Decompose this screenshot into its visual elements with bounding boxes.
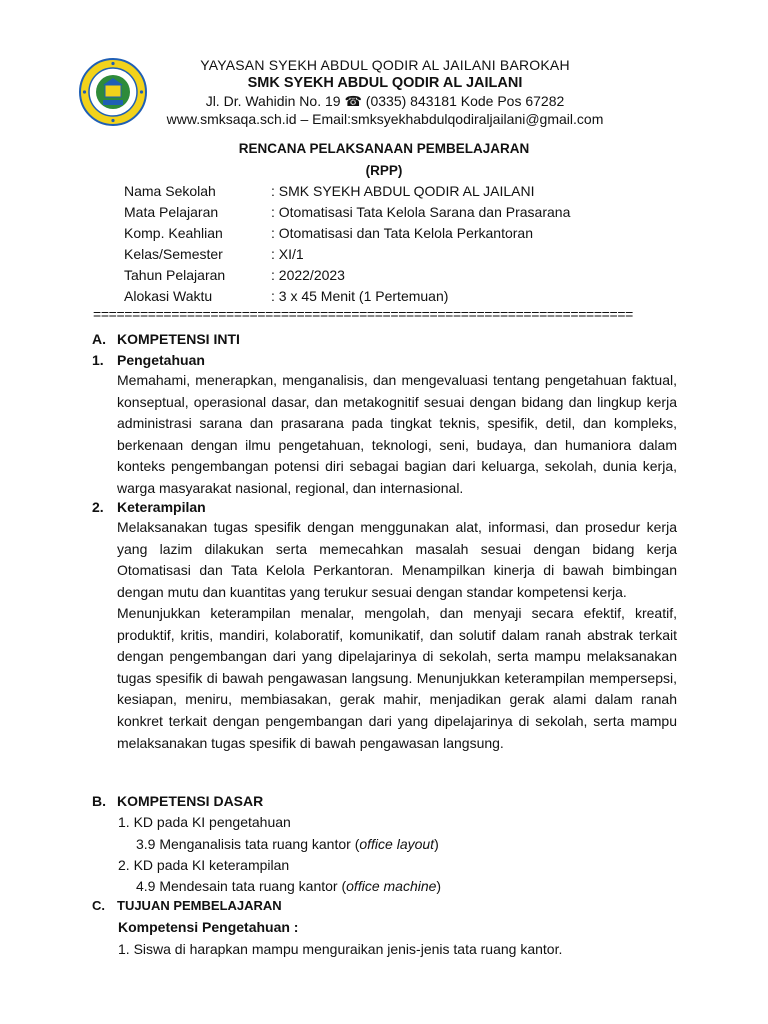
identity-table bbox=[124, 181, 570, 307]
section-c-title: TUJUAN PEMBELAJARAN bbox=[117, 898, 282, 913]
tujuan-item-1: 1. Siswa di harapkan mampu menguraikan jenis-jenis tata ruang kantor. bbox=[118, 941, 563, 957]
identity-label: Alokasi Waktu bbox=[124, 288, 213, 304]
school-logo bbox=[79, 58, 147, 126]
foundation-name: YAYASAN SYEKH ABDUL QODIR AL JAILANI BAROKAH bbox=[200, 57, 570, 73]
letterhead bbox=[150, 56, 620, 128]
section-c-heading bbox=[92, 898, 282, 913]
address-phone: (0335) 843181 Kode Pos 67282 bbox=[365, 93, 565, 109]
kd-item-text: 4.9 Mendesain tata ruang kantor ( bbox=[136, 878, 347, 894]
identity-label: Nama Sekolah bbox=[124, 183, 216, 199]
keterampilan-paragraph-1: Melaksanakan tugas spesifik dengan menggunakan alat, informasi, dan prosedur kerja yang lazim dilakukan serta memecahkan masalah sesuai dengan bidang kerja Otomatisasi dan Tata Kelola Perkantoran. Menampilkan kinerja di bawah bimbingan dengan mutu dan kuantitas yang terukur sesuai dengan standar kompetensi kerja. bbox=[117, 519, 677, 600]
subsection-title: Keterampilan bbox=[117, 499, 206, 515]
address-street: Jl. Dr. Wahidin No. 19 bbox=[205, 93, 341, 109]
identity-label: Kelas/Semester bbox=[124, 246, 223, 262]
kd-item-text: 3.9 Menganalisis tata ruang kantor ( bbox=[136, 836, 360, 852]
identity-value: : Otomatisasi Tata Kelola Sarana dan Prasarana bbox=[271, 204, 571, 220]
subsection-number: 2. bbox=[92, 499, 104, 515]
identity-value: : 2022/2023 bbox=[271, 267, 345, 283]
kd-item-italic: office layout bbox=[359, 836, 435, 852]
section-c-number: C. bbox=[92, 898, 105, 913]
subsection-pengetahuan-heading bbox=[92, 352, 205, 368]
school-name: SMK SYEKH ABDUL QODIR AL JAILANI bbox=[247, 75, 523, 91]
identity-value: : XI/1 bbox=[271, 246, 304, 262]
identity-row bbox=[124, 244, 570, 265]
kd-item-close: ) bbox=[434, 836, 439, 852]
identity-value: : 3 x 45 Menit (1 Pertemuan) bbox=[271, 288, 449, 304]
subsection-number: 1. bbox=[92, 352, 104, 368]
section-a-heading bbox=[92, 331, 240, 347]
identity-row bbox=[124, 181, 570, 202]
separator-line: ===================================================================== bbox=[93, 306, 633, 322]
identity-value: : Otomatisasi dan Tata Kelola Perkantoran bbox=[271, 225, 534, 241]
document-subtitle: (RPP) bbox=[365, 163, 403, 178]
identity-row bbox=[124, 286, 570, 307]
kd-item-4-9 bbox=[136, 878, 441, 894]
identity-value: : SMK SYEKH ABDUL QODIR AL JAILANI bbox=[271, 183, 535, 199]
keterampilan-paragraph-2: Menunjukkan keterampilan menalar, mengolah, dan menyaji secara efektif, kreatif, produktif, kritis, mandiri, kolaboratif, komunikatif, dan solutif dalam ranah abstrak terkait dengan pengembangan dari yang dipelajarinya di sekolah, serta mampu melaksanakan tugas spesifik di bawah pengawasan langsung. Menunjukkan keterampilan mempersepsi, kesiapan, meniru, membiasakan, gerak mahir, menjadikan gerak alami dalam ranah konkret terkait dengan pengembangan dari yang dipelajarinya di sekolah, serta mampu melaksanakan tugas spesifik di bawah pengawasan langsung. bbox=[117, 605, 677, 751]
identity-row bbox=[124, 265, 570, 286]
section-b-heading bbox=[92, 793, 263, 809]
kd-item-3-9 bbox=[136, 836, 439, 852]
kompetensi-pengetahuan-label: Kompetensi Pengetahuan : bbox=[118, 919, 299, 935]
school-address bbox=[150, 92, 620, 110]
identity-label: Mata Pelajaran bbox=[124, 204, 219, 220]
identity-row bbox=[124, 223, 570, 244]
kd-item-close: ) bbox=[436, 878, 442, 894]
kd-item-italic: office machine bbox=[346, 878, 437, 894]
kd-pengetahuan: 1. KD pada KI pengetahuan bbox=[118, 814, 291, 830]
pengetahuan-paragraph: Memahami, menerapkan, menganalisis, dan mengevaluasi tentang pengetahuan faktual, konseptual, operasional dasar, dan metakognitif sesuai dengan bidang dan lingkup kerja administrasi sarana dan prasarana pada tingkat teknis, spesifik, detil, dan kompleks, berkenaan dengan ilmu pengetahuan, teknologi, seni, budaya, dan humaniora dalam konteks pengembangan potensi diri sebagai bagian dari keluarga, sekolah, dunia kerja, warga masyarakat nasional, regional, dan internasional. bbox=[117, 372, 677, 496]
phone-icon: ☎ bbox=[344, 93, 362, 109]
identity-label: Komp. Keahlian bbox=[124, 225, 223, 241]
kd-keterampilan: 2. KD pada KI keterampilan bbox=[118, 857, 290, 873]
section-b-title: KOMPETENSI DASAR bbox=[117, 793, 264, 809]
identity-label: Tahun Pelajaran bbox=[124, 267, 226, 283]
identity-row bbox=[124, 202, 570, 223]
subsection-keterampilan-heading bbox=[92, 499, 206, 515]
subsection-title: Pengetahuan bbox=[117, 352, 205, 368]
section-a-title: KOMPETENSI INTI bbox=[117, 331, 240, 347]
school-web-email: www.smksaqa.sch.id – Email:smksyekhabdulqodiraljailani@gmail.com bbox=[166, 111, 604, 127]
section-b-number: B. bbox=[92, 793, 106, 809]
document-title: RENCANA PELAKSANAAN PEMBELAJARAN bbox=[238, 141, 530, 156]
section-a-number: A. bbox=[92, 331, 106, 347]
